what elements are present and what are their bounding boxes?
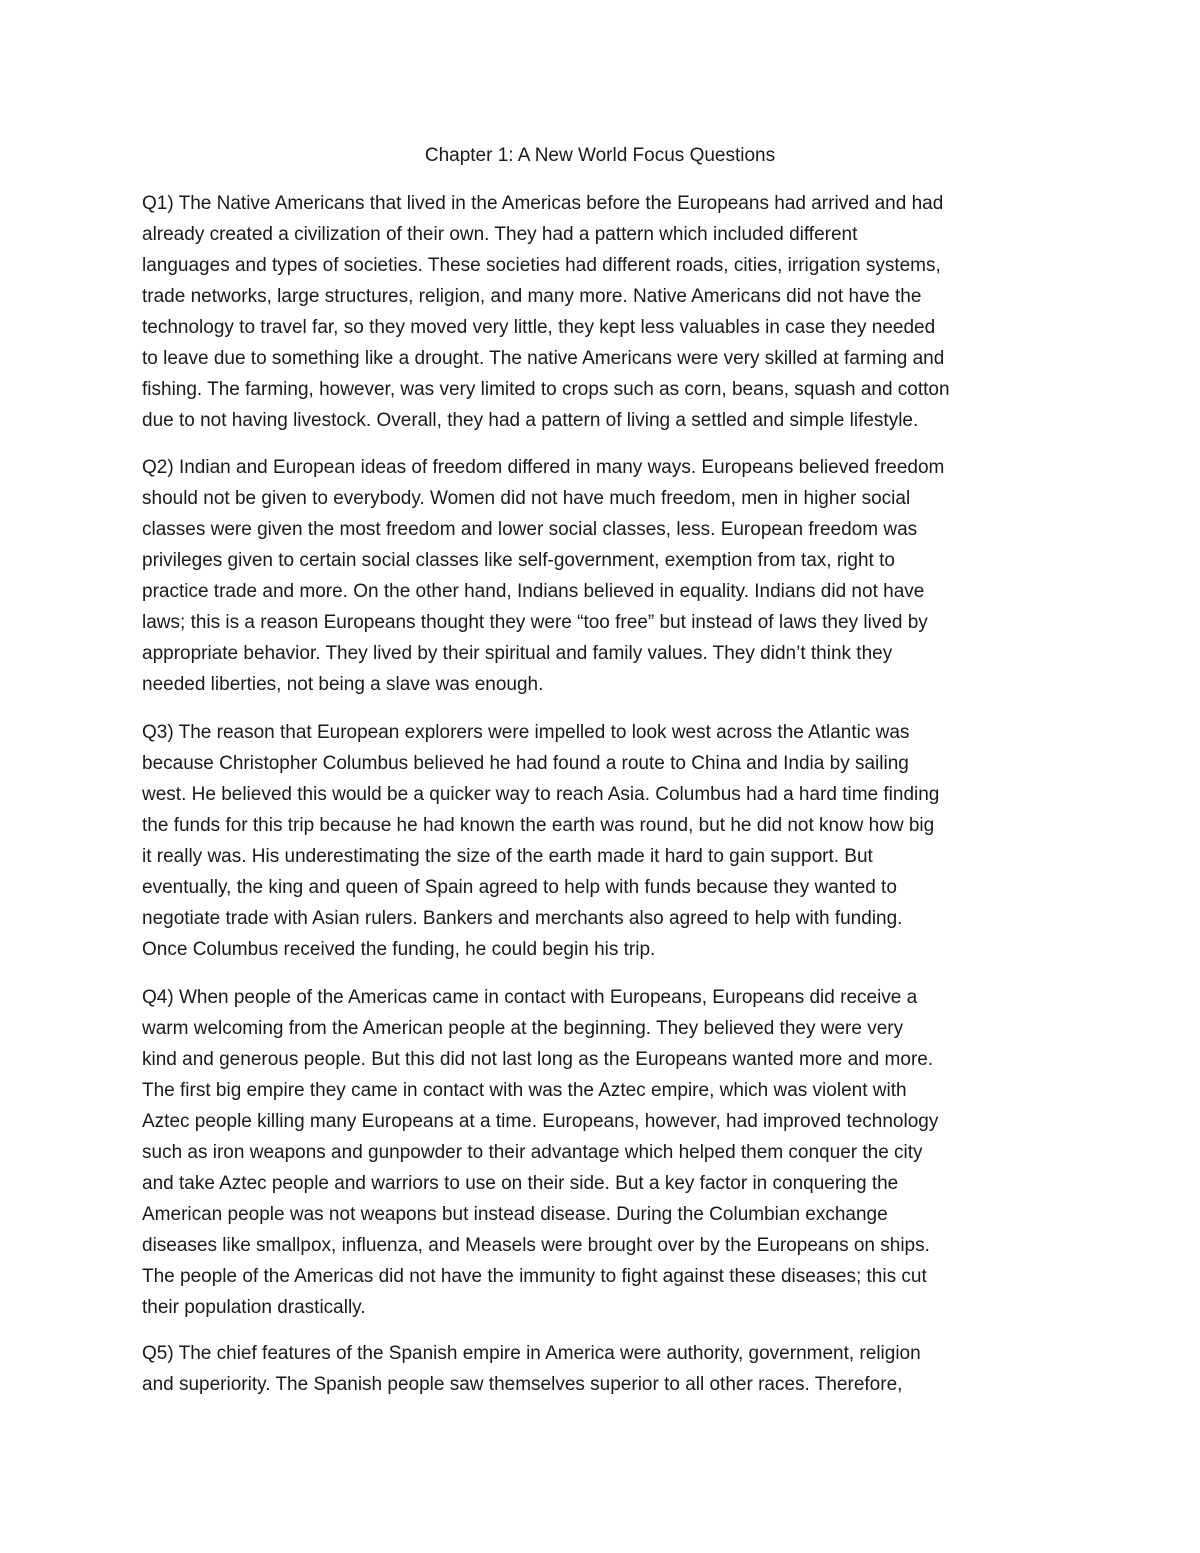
paragraph-line: negotiate trade with Asian rulers. Bankers and merchants also agreed to help with funding. <box>142 908 903 929</box>
paragraph-line: warm welcoming from the American people at the beginning. They believed they were very <box>142 1018 904 1039</box>
paragraph-line: eventually, the king and queen of Spain agreed to help with funds because they wanted to <box>142 877 897 898</box>
paragraph-line: it really was. His underestimating the size of the earth made it hard to gain support. But <box>142 846 873 867</box>
paragraph-line: kind and generous people. But this did not last long as the Europeans wanted more and more. <box>142 1049 934 1070</box>
paragraph-q4 <box>142 982 1082 1323</box>
paragraph-line: American people was not weapons but instead disease. During the Columbian exchange <box>142 1204 888 1225</box>
paragraph-line: such as iron weapons and gunpowder to their advantage which helped them conquer the city <box>142 1142 923 1163</box>
paragraph-line: and take Aztec people and warriors to use on their side. But a key factor in conquering the <box>142 1173 899 1194</box>
paragraph-line: west. He believed this would be a quicker way to reach Asia. Columbus had a hard time finding <box>142 784 940 805</box>
paragraph-line: appropriate behavior. They lived by their spiritual and family values. They didn’t think they <box>142 643 893 664</box>
paragraph-line: classes were given the most freedom and lower social classes, less. European freedom was <box>142 519 918 540</box>
paragraph-line: Q4) When people of the Americas came in contact with Europeans, Europeans did receive a <box>142 987 918 1008</box>
paragraph-line: due to not having livestock. Overall, they had a pattern of living a settled and simple lifestyle. <box>142 410 919 431</box>
paragraph-line: needed liberties, not being a slave was enough. <box>142 674 544 695</box>
paragraph-q2 <box>142 452 1082 700</box>
document-title: Chapter 1: A New World Focus Questions <box>424 145 776 166</box>
paragraph-line: Once Columbus received the funding, he could begin his trip. <box>142 939 656 960</box>
paragraph-line: Q2) Indian and European ideas of freedom differed in many ways. Europeans believed freedom <box>142 457 945 478</box>
paragraph-q3 <box>142 717 1082 965</box>
paragraph-line: Q5) The chief features of the Spanish empire in America were authority, government, religion <box>142 1343 921 1364</box>
paragraph-line: Aztec people killing many Europeans at a time. Europeans, however, had improved technology <box>142 1111 939 1132</box>
paragraph-line: should not be given to everybody. Women did not have much freedom, men in higher social <box>142 488 911 509</box>
paragraph-line: to leave due to something like a drought. The native Americans were very skilled at farming and <box>142 348 945 369</box>
paragraph-line: Q1) The Native Americans that lived in the Americas before the Europeans had arrived and had <box>142 193 944 214</box>
paragraph-line: the funds for this trip because he had known the earth was round, but he did not know how big <box>142 815 935 836</box>
paragraph-line: laws; this is a reason Europeans thought they were “too free” but instead of laws they lived by <box>142 612 928 633</box>
paragraph-line: trade networks, large structures, religion, and many more. Native Americans did not have the <box>142 286 922 307</box>
paragraph-line: The first big empire they came in contact with was the Aztec empire, which was violent with <box>142 1080 907 1101</box>
paragraph-line: Q3) The reason that European explorers were impelled to look west across the Atlantic was <box>142 722 910 743</box>
paragraph-q1 <box>142 188 1082 436</box>
paragraph-line: fishing. The farming, however, was very limited to crops such as corn, beans, squash and cotton <box>142 379 950 400</box>
paragraph-q5 <box>142 1338 1082 1400</box>
paragraph-line: and superiority. The Spanish people saw themselves superior to all other races. Therefore, <box>142 1374 903 1395</box>
paragraph-line: privileges given to certain social classes like self-government, exemption from tax, right to <box>142 550 895 571</box>
paragraph-line: because Christopher Columbus believed he had found a route to China and India by sailing <box>142 753 909 774</box>
paragraph-line: technology to travel far, so they moved very little, they kept less valuables in case they needed <box>142 317 936 338</box>
paragraph-line: diseases like smallpox, influenza, and Measels were brought over by the Europeans on ships. <box>142 1235 930 1256</box>
paragraph-line: The people of the Americas did not have the immunity to fight against these diseases; this cut <box>142 1266 927 1287</box>
paragraph-line: their population drastically. <box>142 1297 366 1318</box>
paragraph-line: already created a civilization of their own. They had a pattern which included different <box>142 224 858 245</box>
paragraph-line: practice trade and more. On the other hand, Indians believed in equality. Indians did not have <box>142 581 925 602</box>
paragraph-line: languages and types of societies. These societies had different roads, cities, irrigation systems, <box>142 255 941 276</box>
